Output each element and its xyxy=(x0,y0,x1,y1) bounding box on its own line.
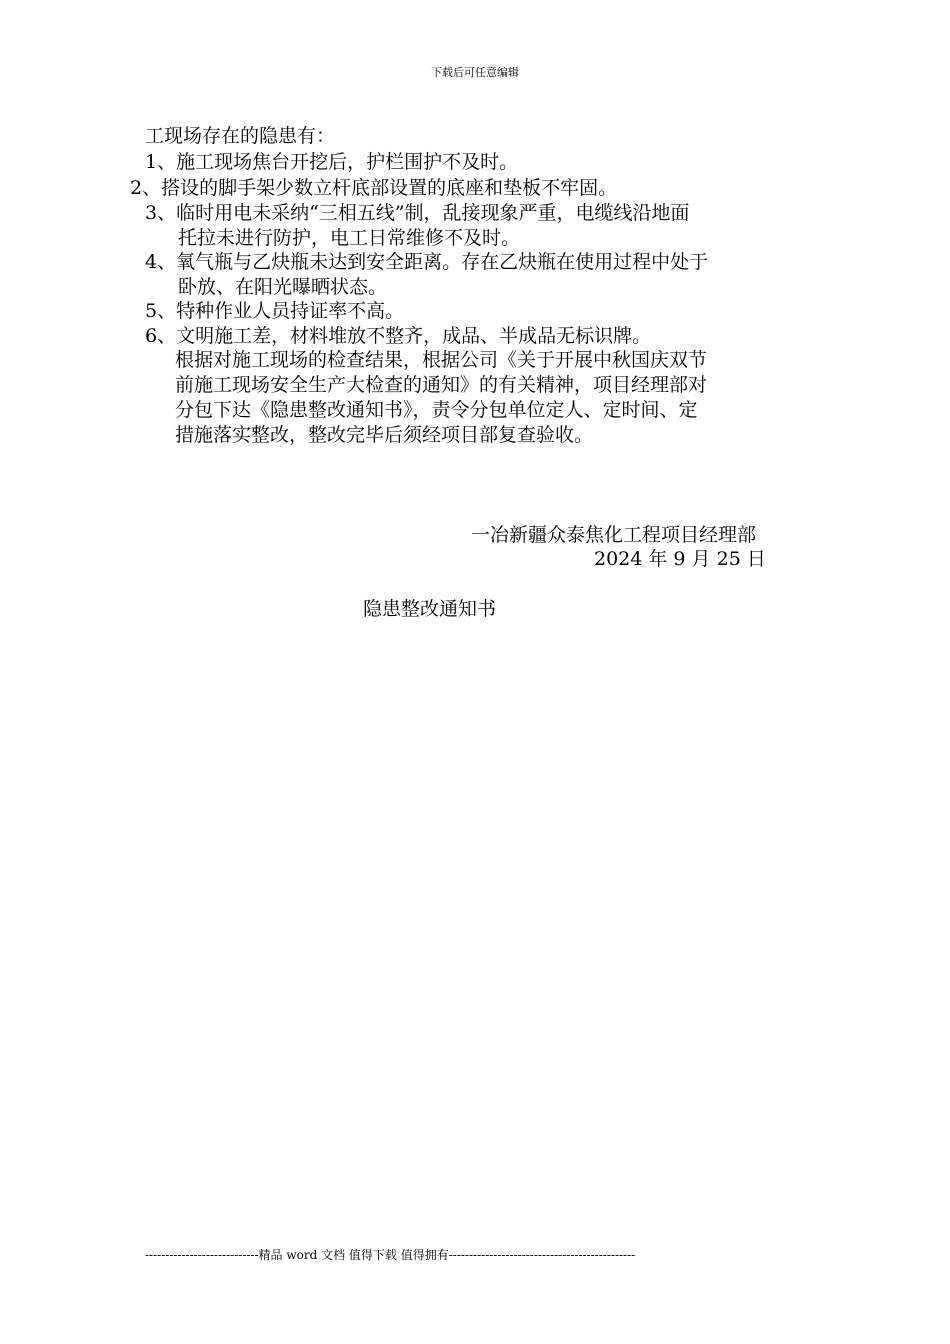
hazard-item-4-cont: 卧放、在阳光曝晒状态。 xyxy=(178,276,388,298)
hazard-item-3-cont: 托拉未进行防护，电工日常维修不及时。 xyxy=(178,227,521,249)
signature-date: 2024 年 9 月 25 日 xyxy=(594,548,766,570)
conclusion-line-4: 措施落实整改，整改完毕后须经项目部复查验收。 xyxy=(175,424,594,446)
hazard-item-1: 1、施工现场焦台开挖后，护栏围护不及时。 xyxy=(145,151,519,173)
hazard-item-5: 5、特种作业人员持证率不高。 xyxy=(145,300,405,322)
conclusion-line-1: 根据对施工现场的检查结果，根据公司《关于开展中秋国庆双节 xyxy=(175,349,708,371)
signature-org: 一冶新疆众泰焦化工程项目经理部 xyxy=(471,524,757,546)
hazard-item-2: 2、搭设的脚手架少数立杆底部设置的底座和垫板不牢固。 xyxy=(130,177,618,199)
page-header-note: 下载后可任意编辑 xyxy=(431,66,519,79)
hazard-item-6: 6、文明施工差，材料堆放不整齐，成品、半成品无标识牌。 xyxy=(145,325,652,347)
hazard-item-4: 4、氧气瓶与乙炔瓶未达到安全距离。存在乙炔瓶在使用过程中处于 xyxy=(145,251,709,273)
page-footer-note: ----------------------------精品 word 文档 值得下载 值得拥有---------------------------------------------- xyxy=(145,1248,636,1262)
intro-line: 工现场存在的隐患有： xyxy=(145,125,336,147)
conclusion-line-3: 分包下达《隐患整改通知书》，责令分包单位定人、定时间、定 xyxy=(175,399,698,421)
document-title: 隐患整改通知书 xyxy=(363,598,497,620)
hazard-item-3: 3、临时用电未采纳“三相五线”制，乱接现象严重，电缆线沿地面 xyxy=(145,202,690,224)
conclusion-line-2: 前施工现场安全生产大检查的通知》的有关精神，项目经理部对 xyxy=(175,374,708,396)
